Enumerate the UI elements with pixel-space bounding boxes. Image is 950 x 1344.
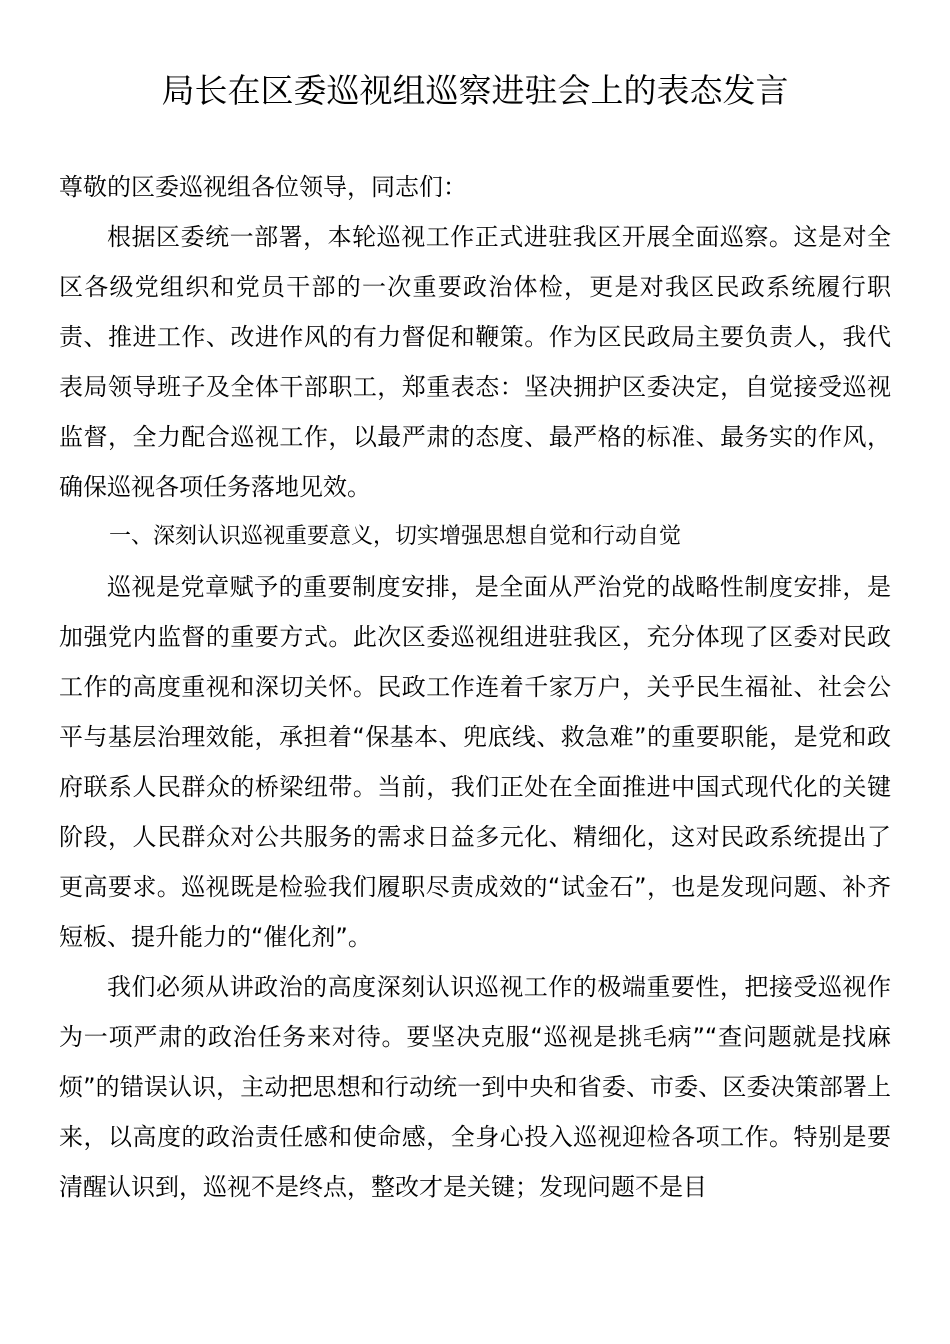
document-title: 局长在区委巡视组巡察进驻会上的表态发言 <box>161 71 789 110</box>
intro-paragraph: 根据区委统一部署，本轮巡视工作正式进驻我区开展全面巡察。这是对全区各级党组织和党员干部的一次重要政治体检，更是对我区民政系统履行职责、推进工作、改进作风的有力督促和鞭策。作为区民政局主要负责人，我代表局领导班子及全体干部职工，郑重表态：坚决拥护区委决定，自觉接受巡视监督，全力配合巡视工作，以最严肃的态度、最严格的标准、最务实的作风，确保巡视各项任务落地见效。 <box>59 223 891 501</box>
section1-paragraph-1: 巡视是党章赋予的重要制度安排，是全面从严治党的战略性制度安排，是加强党内监督的重要方式。此次区委巡视组进驻我区，充分体现了区委对民政工作的高度重视和深切关怀。民政工作连着千家万户，关乎民生福祉、社会公平与基层治理效能，承担着“保基本、兜底线、救急难”的重要职能，是党和政府联系人民群众的桥梁纽带。当前，我们正处在全面推进中国式现代化的关键阶段，人民群众对公共服务的需求日益多元化、精细化，这对民政系统提出了更高要求。巡视既是检验我们履职尽责成效的“试金石”，也是发现问题、补齐短板、提升能力的“催化剂”。 <box>59 573 891 951</box>
section-heading-1: 一、深刻认识巡视重要意义，切实增强思想自觉和行动自觉 <box>109 524 682 549</box>
salutation: 尊敬的区委巡视组各位领导，同志们： <box>59 173 467 201</box>
section1-paragraph-2: 我们必须从讲政治的高度深刻认识巡视工作的极端重要性，把接受巡视作为一项严肃的政治任务来对待。要坚决克服“巡视是挑毛病”“查问题就是找麻烦”的错误认识，主动把思想和行动统一到中央和省委、市委、区委决策部署上来，以高度的政治责任感和使命感，全身心投入巡视迎检各项工作。特别是要清醒认识到，巡视不是终点，整改才是关键；发现问题不是目 <box>59 973 891 1201</box>
